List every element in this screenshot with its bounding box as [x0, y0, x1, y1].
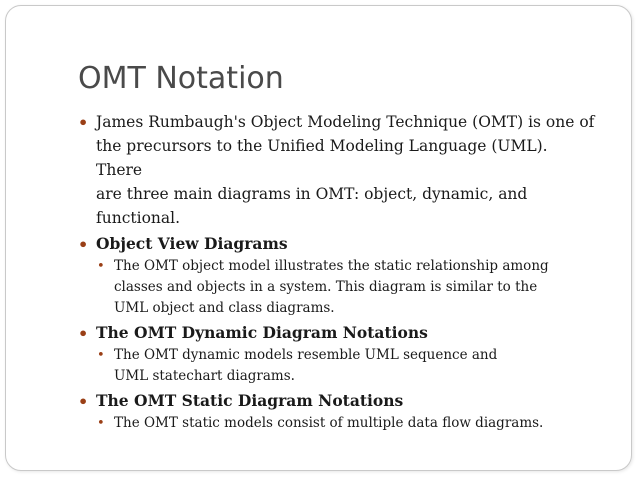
bullet-static [78, 389, 598, 413]
sub-bullet-line: The OMT object model illustrates the static relationship among [114, 258, 549, 274]
bullet-heading: The OMT Static Diagram Notations [96, 391, 404, 410]
slide-title: OMT Notation [78, 61, 284, 96]
sub-bullet-dynamic [78, 345, 598, 387]
sub-bullet-icon: • [97, 259, 105, 274]
sub-bullet-line: The OMT dynamic models resemble UML sequence and [114, 347, 498, 363]
slide-body [78, 110, 598, 434]
sub-bullet-line: The OMT static models consist of multiple data flow diagrams. [114, 415, 544, 431]
sub-bullet-line: UML object and class diagrams. [114, 300, 335, 316]
sub-bullet-icon: • [97, 348, 105, 363]
sub-bullet-object-view [78, 256, 598, 319]
bullet-icon: • [78, 392, 89, 411]
bullet-intro-line: functional. [96, 209, 181, 227]
bullet-dynamic [78, 321, 598, 345]
bullet-heading: The OMT Dynamic Diagram Notations [96, 323, 428, 342]
sub-bullet-icon: • [97, 416, 105, 431]
sub-bullet-line: UML statechart diagrams. [114, 368, 295, 384]
bullet-intro-line: James Rumbaugh's Object Modeling Technique (OMT) is one of [96, 113, 595, 131]
sub-bullet-line: classes and objects in a system. This diagram is similar to the [114, 279, 538, 295]
bullet-intro-line: the precursors to the Unified Modeling Language (UML). There [96, 137, 548, 179]
bullet-icon: • [78, 235, 89, 254]
bullet-icon: • [78, 324, 89, 343]
slide [5, 5, 632, 471]
bullet-heading: Object View Diagrams [96, 234, 288, 253]
bullet-intro-line: are three main diagrams in OMT: object, dynamic, and [96, 185, 528, 203]
bullet-icon: • [78, 113, 89, 132]
bullet-object-view [78, 232, 598, 256]
bullet-intro [78, 110, 598, 230]
sub-bullet-static [78, 413, 598, 434]
